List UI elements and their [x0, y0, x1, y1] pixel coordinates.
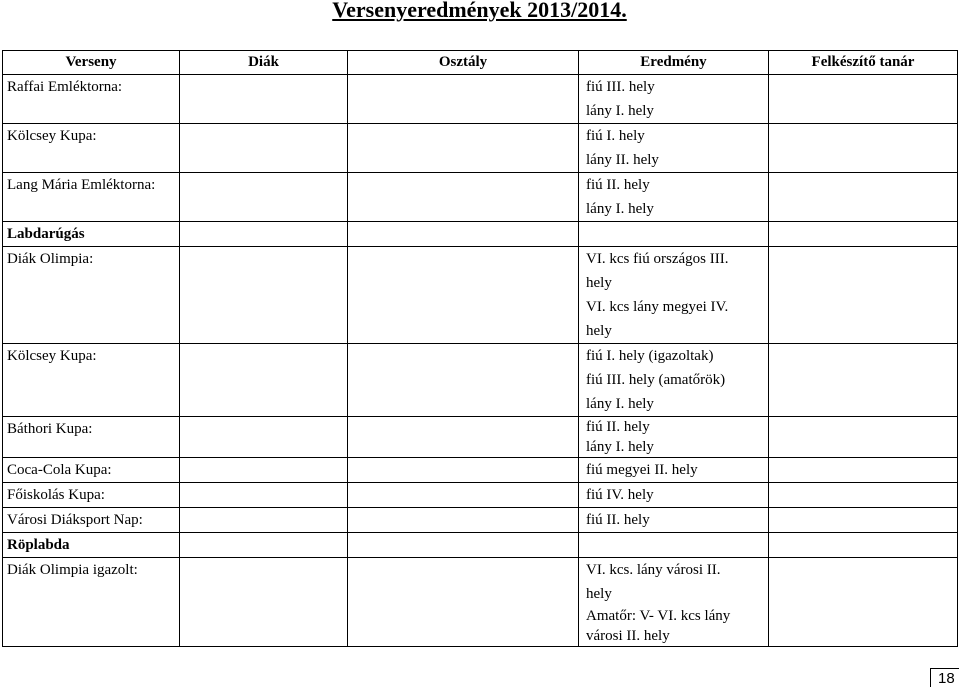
- teacher-cell: [769, 222, 958, 247]
- competition-name: Diák Olimpia:: [7, 251, 94, 267]
- teacher-cell: [769, 247, 958, 344]
- result-line: fiú I. hely (igazoltak): [586, 348, 714, 364]
- result-cell: [579, 533, 769, 558]
- class-cell: [348, 417, 579, 458]
- competition-name: Városi Diáksport Nap:: [7, 512, 143, 528]
- student-cell: [180, 558, 348, 647]
- class-cell: [348, 222, 579, 247]
- class-cell: [348, 75, 579, 124]
- teacher-cell: [769, 173, 958, 222]
- result-line: lány I. hely: [586, 396, 654, 412]
- teacher-cell: [769, 458, 958, 483]
- table-row: [3, 75, 958, 124]
- student-cell: [180, 483, 348, 508]
- competition-cell: [3, 417, 180, 458]
- result-line: VI. kcs lány megyei IV.: [586, 299, 729, 315]
- page-title: Versenyeredmények 2013/2014.: [332, 0, 627, 22]
- result-line: fiú III. hely (amatőrök): [586, 372, 726, 388]
- result-cell: [579, 558, 769, 647]
- result-line: fiú II. hely: [586, 177, 650, 193]
- result-cell: [579, 75, 769, 124]
- class-cell: [348, 124, 579, 173]
- competition-cell: [3, 75, 180, 124]
- competition-name: Lang Mária Emléktorna:: [7, 177, 156, 193]
- competition-name: Főiskolás Kupa:: [7, 487, 105, 503]
- competition-cell: [3, 558, 180, 647]
- teacher-cell: [769, 508, 958, 533]
- competition-cell: [3, 458, 180, 483]
- table-row: [3, 247, 958, 344]
- result-cell: [579, 222, 769, 247]
- section-heading-labdarugas: [3, 222, 180, 247]
- teacher-cell: [769, 483, 958, 508]
- teacher-cell: [769, 558, 958, 647]
- result-line: fiú I. hely: [586, 128, 645, 144]
- result-cell: [579, 124, 769, 173]
- table-header-row: [3, 51, 958, 75]
- result-line: lány I. hely: [586, 439, 654, 455]
- result-line: lány I. hely: [586, 103, 654, 119]
- class-cell: [348, 458, 579, 483]
- result-cell: [579, 247, 769, 344]
- competition-cell: [3, 508, 180, 533]
- result-cell: [579, 173, 769, 222]
- student-cell: [180, 458, 348, 483]
- table-row: [3, 483, 958, 508]
- teacher-cell: [769, 124, 958, 173]
- result-line: lány II. hely: [586, 152, 659, 168]
- student-cell: [180, 508, 348, 533]
- competition-name: Báthori Kupa:: [7, 421, 93, 437]
- class-cell: [348, 483, 579, 508]
- results-table: [2, 50, 958, 647]
- result-line: fiú IV. hely: [586, 487, 654, 503]
- class-cell: [348, 173, 579, 222]
- competition-name: Diák Olimpia igazolt:: [7, 562, 138, 578]
- student-cell: [180, 344, 348, 417]
- student-cell: [180, 247, 348, 344]
- result-line: lány I. hely: [586, 201, 654, 217]
- student-cell: [180, 173, 348, 222]
- table-row: [3, 344, 958, 417]
- competition-cell: [3, 173, 180, 222]
- competition-name: Raffai Emléktorna:: [7, 79, 123, 95]
- section-label: Labdarúgás: [7, 226, 85, 242]
- header-eredmeny: Eredmény: [579, 51, 769, 75]
- section-heading-roplabda: [3, 533, 180, 558]
- header-osztaly: Osztály: [348, 51, 579, 75]
- section-label: Röplabda: [7, 537, 70, 553]
- result-line: fiú II. hely: [586, 419, 650, 435]
- table-row: [3, 417, 958, 458]
- teacher-cell: [769, 344, 958, 417]
- table-row: [3, 458, 958, 483]
- header-felkeszito-tanar: Felkészítő tanár: [769, 51, 958, 75]
- student-cell: [180, 417, 348, 458]
- class-cell: [348, 508, 579, 533]
- result-cell: [579, 483, 769, 508]
- class-cell: [348, 344, 579, 417]
- competition-cell: [3, 483, 180, 508]
- class-cell: [348, 558, 579, 647]
- result-line: hely: [586, 323, 612, 339]
- student-cell: [180, 124, 348, 173]
- section-row: [3, 222, 958, 247]
- result-line: fiú megyei II. hely: [586, 462, 698, 478]
- result-line: VI. kcs. lány városi II.: [586, 562, 721, 578]
- class-cell: [348, 533, 579, 558]
- teacher-cell: [769, 417, 958, 458]
- student-cell: [180, 222, 348, 247]
- student-cell: [180, 533, 348, 558]
- result-cell: [579, 508, 769, 533]
- header-diak: Diák: [180, 51, 348, 75]
- result-line: Amatőr: V- VI. kcs lány: [586, 608, 731, 624]
- result-line: városi II. hely: [586, 628, 670, 644]
- competition-cell: [3, 344, 180, 417]
- result-line: fiú II. hely: [586, 512, 650, 528]
- competition-name: Kölcsey Kupa:: [7, 128, 97, 144]
- teacher-cell: [769, 533, 958, 558]
- competition-name: Coca-Cola Kupa:: [7, 462, 112, 478]
- header-verseny: Verseny: [3, 51, 180, 75]
- table-row: [3, 508, 958, 533]
- section-row: [3, 533, 958, 558]
- competition-cell: [3, 247, 180, 344]
- result-cell: [579, 344, 769, 417]
- result-line: hely: [586, 275, 612, 291]
- competition-name: Kölcsey Kupa:: [7, 348, 97, 364]
- result-line: VI. kcs fiú országos III.: [586, 251, 729, 267]
- result-cell: [579, 458, 769, 483]
- result-line: hely: [586, 586, 612, 602]
- table-row: [3, 124, 958, 173]
- table-row: [3, 173, 958, 222]
- teacher-cell: [769, 75, 958, 124]
- result-line: fiú III. hely: [586, 79, 655, 95]
- class-cell: [348, 247, 579, 344]
- competition-cell: [3, 124, 180, 173]
- page-number: 18: [930, 668, 959, 687]
- student-cell: [180, 75, 348, 124]
- table-row: [3, 558, 958, 647]
- result-cell: [579, 417, 769, 458]
